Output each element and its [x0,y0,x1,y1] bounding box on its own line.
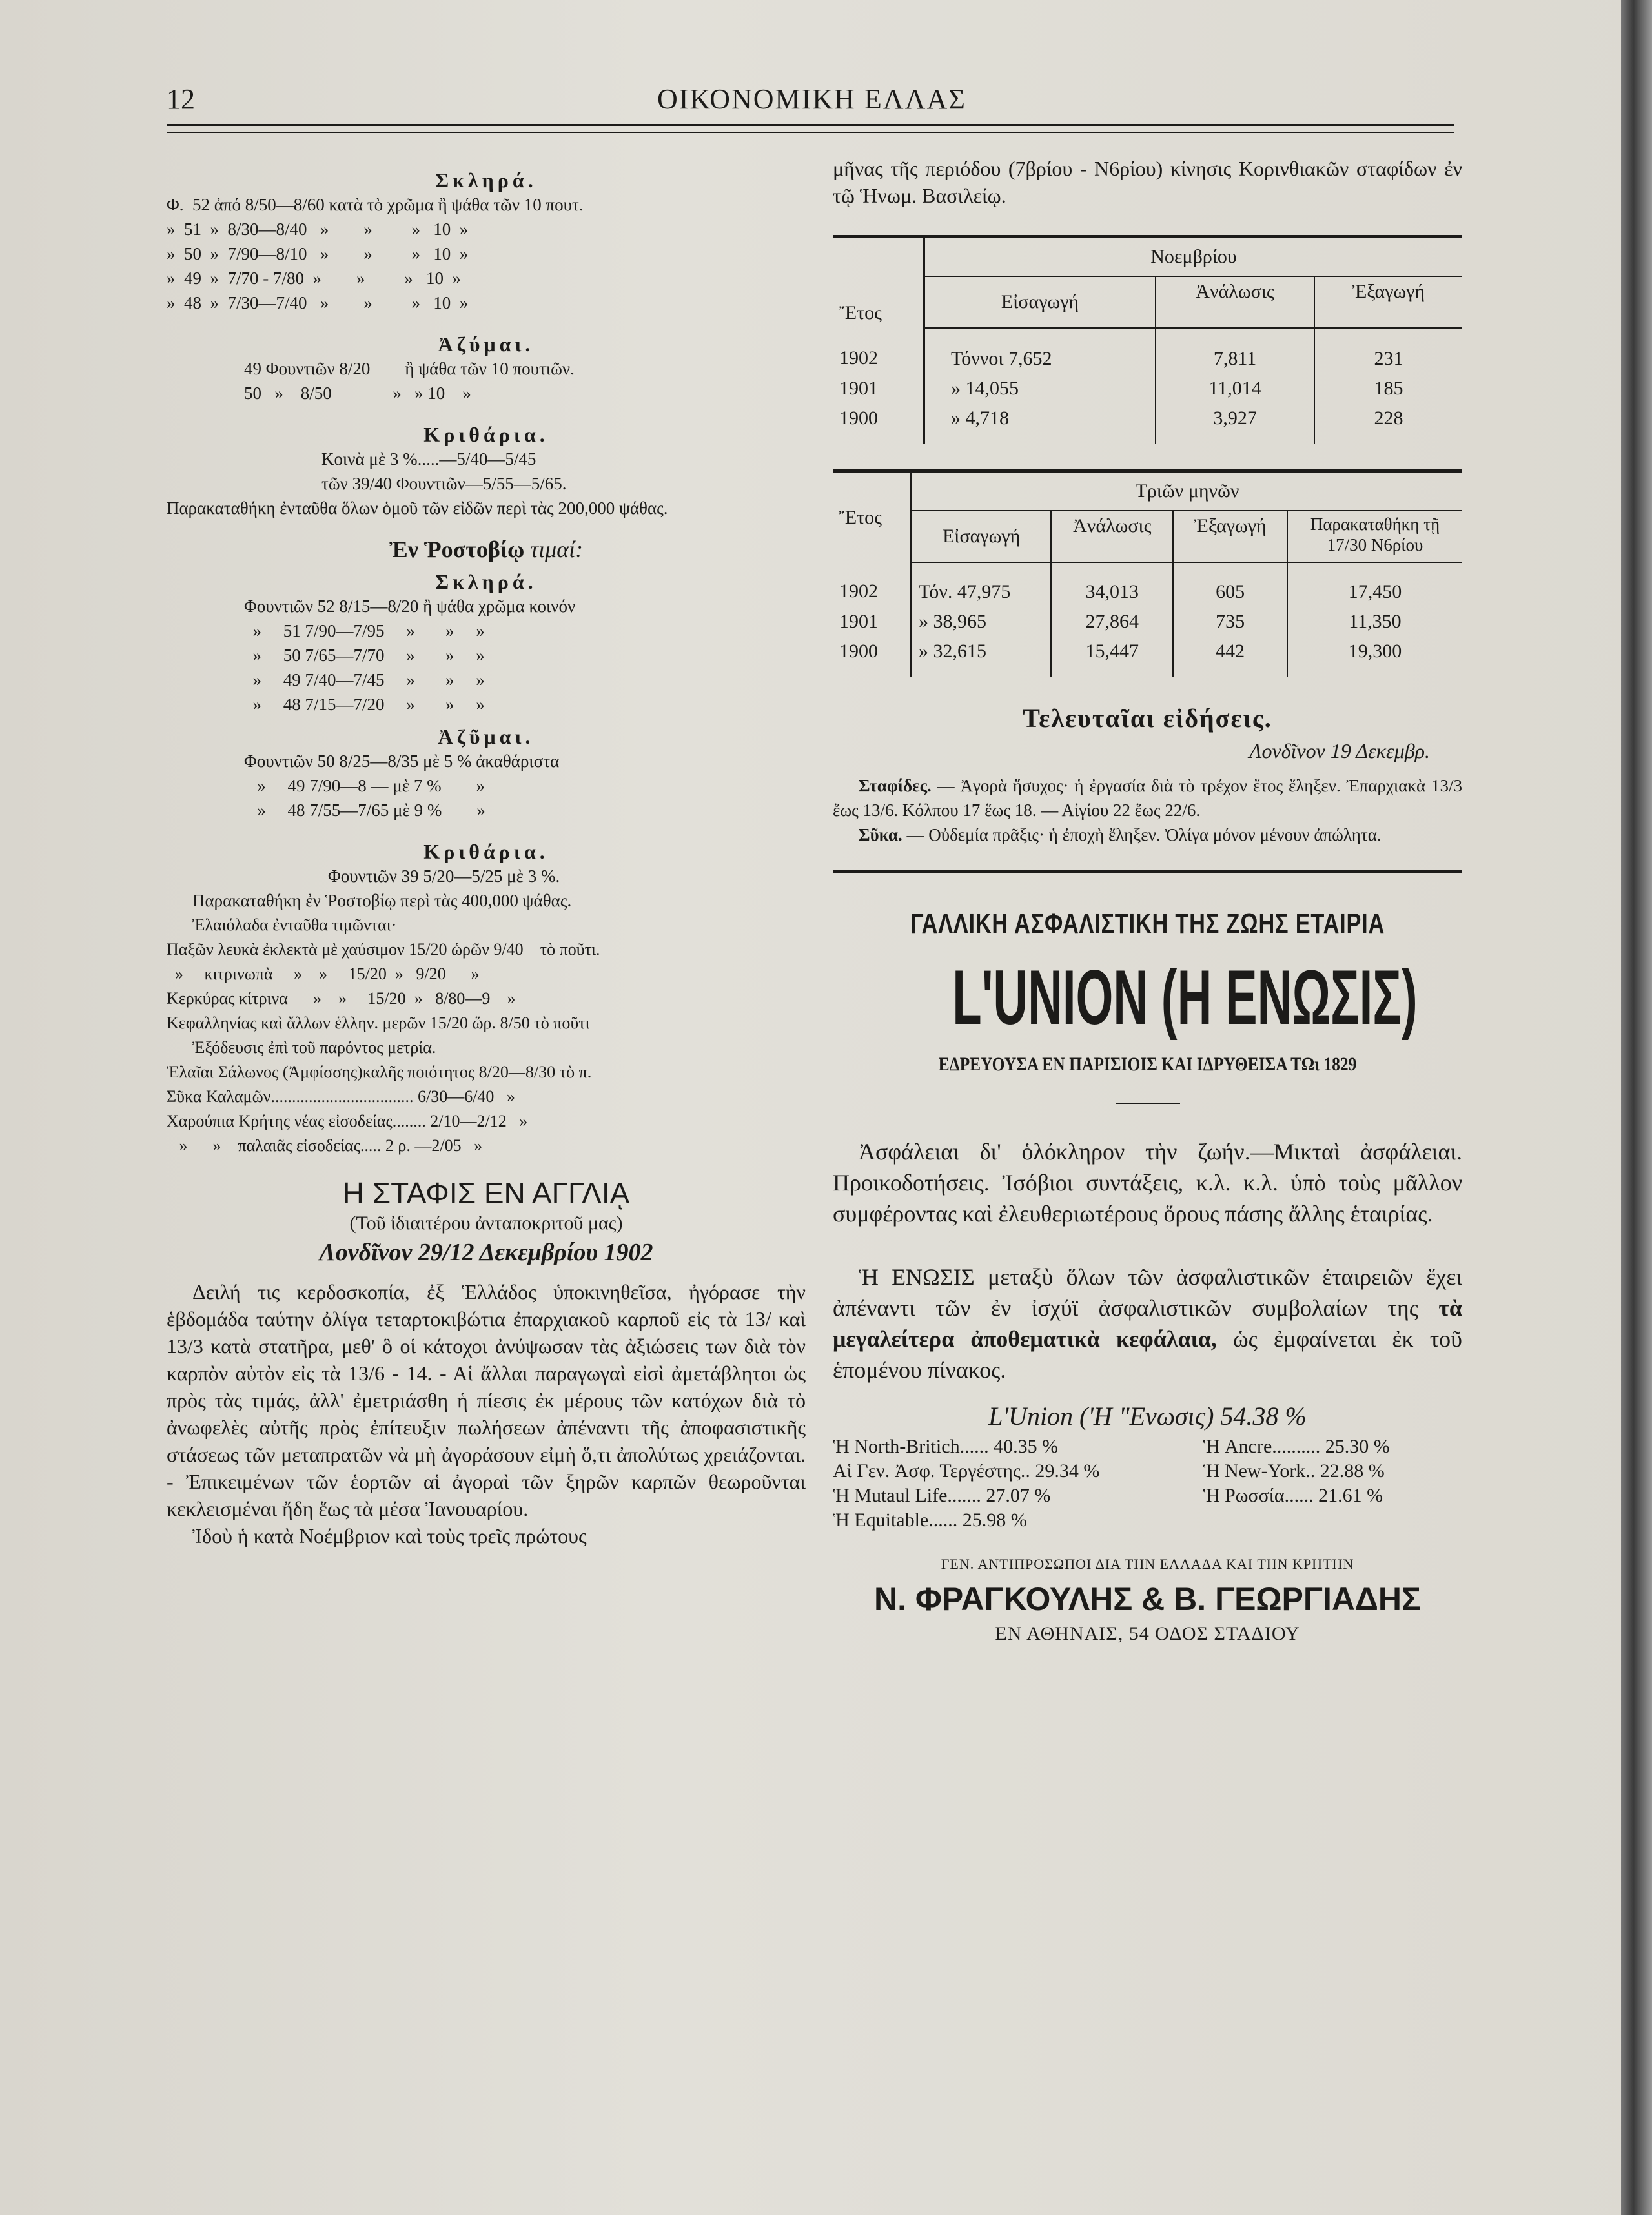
price-list-krithari [167,447,806,496]
journal-title: ΟΙΚΟΝΟΜΙΚΗ ΕΛΛΑΣ [657,83,966,115]
rostov-heading [167,537,806,562]
price-row: » 50 7/65—7/70 » » » [244,646,485,665]
table-row: 1900 » 32,615 15,447 442 19,300 [833,637,1462,677]
table-row: Ἡ Equitable...... 25.98 % [833,1509,1027,1531]
produce-row: Χαρούπια Κρήτης νέας εἰσοδείας........ 2/10—2/12 » [167,1112,528,1130]
table-group-header: Νοεμβρίου [924,237,1463,277]
news-title: Τελευταῖαι εἰδήσεις. [1023,704,1272,733]
table-group-header: Τριῶν μηνῶν [912,471,1463,511]
price-row: Φ. 52 ἀπό 8/50—8/60 κατὰ τὸ χρῶμα ἢ ψάθα τῶν 10 πουτ. [167,195,584,214]
produce-row: » » παλαιᾶς εἰσοδείας..... 2 ρ. —2/05 » [167,1136,483,1155]
price-list-azymai [167,356,806,405]
ad-company-name: L'UNION (Η ΕΝΩΣΙΣ) [952,954,1418,1041]
table-row: 1900 » 4,718 3,927 228 [833,403,1462,444]
col-import: Εἰσαγωγή [924,276,1156,328]
article-continuation: μῆνας τῆς περιόδου (7βρίου - Ν6ρίου) κίνησις Κορινθιακῶν σταφίδων ἐν τῷ Ἡνωμ. Βασιλείῳ. [833,157,1462,207]
table-row: 1902 Τόννοι 7,652 7,811 231 [833,328,1462,374]
news-item-label: Σταφίδες. [859,776,932,795]
table-row: 1902 Τόν. 47,975 34,013 605 17,450 [833,562,1462,607]
table-row: 1901 » 14,055 11,014 185 [833,374,1462,403]
produce-row: Σῦκα Καλαμῶν.................................. 6/30—6/40 » [167,1087,515,1106]
table-row: Ἡ North-Britich...... 40.35 % Ἡ Ancre.......... 25.30 % [833,1436,1390,1457]
section-title-azymai: Ἀζύμαι. [438,332,535,356]
rostov-heading-text: Ἐν Ῥοστοβίῳ [389,536,525,562]
news-item-text: — Ἀγορὰ ἥσυχος· ἡ ἐργασία διὰ τὸ τρέχον ἔτος ἔληξεν. Ἐπαρχιακὰ 13/3 ἕως 13/6. Κόλπου 17 ἕως 18. — Αἰγίου 22 ἕως 22/6. [833,776,1462,820]
price-list-sklira [167,192,806,315]
col-consumption: Ἀνάλωσις [1156,276,1314,328]
header-rule-thin [167,132,1454,133]
produce-row: Κεφαλληνίας καὶ ἄλλων ἑλλην. μερῶν 15/20 ὥρ. 8/50 τὸ ποῦτι [167,1014,590,1032]
news-item-label: Σῦκα. [859,825,902,844]
ad-founded: ΕΔΡΕΥΟΥΣΑ ΕΝ ΠΑΡΙΣΙΟΙΣ ΚΑΙ ΙΔΡΥΘΕΙΣΑ ΤΩι 1829 [938,1054,1357,1075]
price-row: » 51 » 8/30—8/40 » » » 10 » [167,219,469,239]
section-title-sklira-rostov: Σκληρά. [435,570,537,593]
price-row: Φουντιῶν 52 8/15—8/20 ἢ ψάθα χρῶμα κοινόν [244,597,576,616]
col-year: Ἔτος [833,237,924,329]
price-row: Φουντιῶν 50 8/25—8/35 μὲ 5 % ἀκαθάριστα [244,751,560,771]
price-row: » 50 » 7/90—8/10 » » » 10 » [167,244,469,263]
ad-divider [1116,1103,1180,1104]
table-three-months [833,469,1462,677]
ad-paragraph: Ἀσφάλειαι δι' ὁλόκληρον τὴν ζωήν.—Μικταὶ ἀσφάλειαι. Προικοδοτήσεις. Ἰσόβιοι συντάξεις, κ.λ. κ.λ. ὑπὸ τοὺς μᾶλλον συμφέροντας καὶ ἐλευθεριωτέρους ὅρους πάσης ἄλλης ἑταιρίας. [833,1139,1462,1227]
stock-note-rostov: Παρακαταθήκη ἐν Ῥοστοβίῳ περὶ τὰς 400,000 ψάθας. [192,891,572,910]
ad-agents: Ν. ΦΡΑΓΚΟΥΛΗΣ & Β. ΓΕΩΡΓΙΑΔΗΣ [873,1581,1422,1617]
news-dateline: Λονδῖνον 19 Δεκεμβρ. [1249,739,1430,762]
col-import: Εἰσαγωγή [912,511,1052,562]
header-rule [167,124,1454,126]
ad-address: ΕΝ ΑΘΗΝΑΙΣ, 54 ΟΔΟΣ ΣΤΑΔΙΟΥ [995,1623,1300,1644]
produce-row: Κερκύρας κίτρινα » » 15/20 » 8/80—9 » [167,989,516,1008]
page-header [167,83,1454,121]
news-item-text: — Οὐδεμία πρᾶξις· ἡ ἐποχὴ ἔληξεν. Ὀλίγα μόνον μένουν ἀπώλητα. [906,825,1382,844]
ad-companies-table [833,1434,1462,1533]
col-year: Ἔτος [833,471,912,563]
price-row: » 48 » 7/30—7/40 » » » 10 » [167,293,469,312]
produce-row: Ἐξόδευσις ἐπὶ τοῦ παρόντος μετρία. [192,1038,436,1057]
ad-title: ΓΑΛΛΙΚΗ ΑΣΦΑΛΙΣΤΙΚΗ ΤΗΣ ΖΩΗΣ ΕΤΑΙΡΙΑ [910,908,1385,939]
table-row: Ἡ Mutaul Life....... 27.07 % Ἡ Ρωσσία...... 21.61 % [833,1485,1383,1506]
rostov-heading-suffix: τιμαί: [530,536,584,562]
price-row: » 51 7/90—7/95 » » » [244,621,485,640]
produce-row: Παξῶν λευκὰ ἐκλεκτὰ μὲ χαύσιμον 15/20 ὡρῶν 9/40 τὸ ποῦτι. [167,940,600,959]
price-row: » 49 » 7/70 - 7/80 » » » 10 » [167,269,461,288]
left-column [167,168,806,1549]
col-export: Ἐξαγωγή [1173,511,1287,562]
table-row: Αἱ Γεν. Ἀσφ. Τεργέστης.. 29.34 % Ἡ New-York.. 22.88 % [833,1460,1385,1482]
ad-agents-label: ΓΕΝ. ΑΝΤΙΠΡΟΣΩΠΟΙ ΔΙΑ ΤΗΝ ΕΛΛΑΔΑ ΚΑΙ ΤΗΝ ΚΡΗΤΗΝ [941,1556,1354,1572]
price-list-krithari-rostov [167,864,806,888]
page-edge-shadow [1621,0,1652,2215]
page-number: 12 [167,83,195,115]
ad-paragraph-reserves: Ἡ ΕΝΩΣΙΣ μεταξὺ ὅλων τῶν ἀσφαλιστικῶν ἑταιρειῶν ἔχει ἀπέναντι τῶν ἐν ἰσχύϊ ἀσφαλιστικῶν συμβολαίων της τὰ μεγαλείτερα ἀποθεματικὰ κεφάλαια, ὡς ἐμφαίνεται ἐκ τοῦ ἑπομένου πίνακος. [833,1264,1463,1383]
section-title-sklira: Σκληρά. [435,168,537,192]
stock-note: Παρακαταθήκη ἐνταῦθα ὅλων ὁμοῦ τῶν εἰδῶν περὶ τὰς 200,000 ψάθας. [167,498,668,518]
price-row: 50 » 8/50 » » 10 » [244,383,471,403]
table-row: 1901 » 38,965 27,864 735 11,350 [833,607,1462,637]
col-stock: Παρακαταθήκη τῇ 17/30 Ν6ρίου [1287,511,1462,562]
ad-union-share: L'Union ('Η "Ενωσις) 54.38 % [988,1402,1307,1431]
price-row: Φουντιῶν 39 5/20—5/25 μὲ 3 %. [328,866,560,886]
col-consumption: Ἀνάλωσις [1051,511,1173,562]
col-export: Ἐξαγωγή [1314,276,1462,328]
right-column [833,155,1462,1646]
article-subtitle: (Τοῦ ἰδιαιτέρου ἀνταποκριτοῦ μας) [349,1212,623,1234]
article-title: Η ΣΤΑΦΙΣ ΕΝ ΑΓΓΛΙᾼ [342,1176,630,1210]
price-row: Κοινὰ μὲ 3 %.....—5/40—5/45 [321,449,536,469]
price-row: τῶν 39/40 Φουντιῶν—5/55—5/65. [321,474,567,493]
article-paragraph: Δειλή τις κερδοσκοπία, ἐξ Ἑλλάδος ὑποκινηθεῖσα, ἠγόρασε τὴν ἑβδομάδα ταύτην ὀλίγα τεταρτοκιβώτια ἐπαρχιακοῦ καρποῦ εἰς τὰ 13/ καὶ 13/3 κατὰ στατῆρα, μεθ' ὃ οἱ κάτοχοι ἀνύψωσαν τὰς ἀξιώσεις των διὰ τὸν καρπὸν αὐτὸν εἰς τὰ 13/6 - 14. - Αἱ ἄλλαι παραγωγαὶ εἰσὶ ἀμετάβλητοι ὡς πρὸς τὰς τιμάς, ἀλλ' ἐμετριάσθη ἡ πίεσις ἐκ μέρους τῶν κατόχων διὰ τὸ ἀνωφελὲς αὐτῆς πρὸς ἐπίτευξιν πωλήσεων ἀπέναντι τῆς ἀποφασιστικῆς στάσεως τῶν μεταπρατῶν νὰ μὴ ἀγοράσουν εἰμὴ ὅ,τι ἀπολύτως χρειάζονται. - Ἐπικειμένων τῶν ἑορτῶν αἱ ἀγοραὶ τῶν ξηρῶν καρπῶν θεωροῦνται κεκλεισμέναι ἤδη ἕως τὰ μέσα Ἰανουαρίου. [167,1280,806,1520]
produce-row: Ἐλαῖαι Σάλωνος (Ἀμφίσσης)καλῆς ποιότητος 8/20—8/30 τὸ π. [167,1063,592,1081]
price-list-sklira-rostov [167,594,806,717]
news-item-figs [833,822,1462,847]
price-row: 49 Φουντιῶν 8/20 ἢ ψάθα τῶν 10 πουτιῶν. [244,359,575,378]
section-title-krithari: Κριθάρια. [423,423,549,446]
table-november [833,235,1462,444]
price-row: » 48 7/15—7/20 » » » [244,695,485,714]
produce-row: Ἐλαιόλαδα ἐνταῦθα τιμῶνται· [192,915,397,934]
article-paragraph-continued: Ἰδοὺ ἡ κατὰ Νοέμβριον καὶ τοὺς τρεῖς πρώτους [192,1524,587,1547]
produce-row: » κιτρινωπὰ » » 15/20 » 9/20 » [167,965,480,983]
price-row: » 48 7/55—7/65 μὲ 9 % » [244,801,485,820]
price-list-azymai-rostov [167,749,806,822]
section-title-krithari-rostov: Κριθάρια. [423,840,549,863]
price-row: » 49 7/90—8 — μὲ 7 % » [244,776,485,795]
section-title-azymai-rostov: Ἀζῦμαι. [438,725,535,748]
article-dateline: Λονδῖνον 29/12 Δεκεμβρίου 1902 [319,1239,653,1266]
produce-list [167,913,806,1158]
price-row: » 49 7/40—7/45 » » » [244,670,485,689]
news-item-raisins [833,773,1462,822]
